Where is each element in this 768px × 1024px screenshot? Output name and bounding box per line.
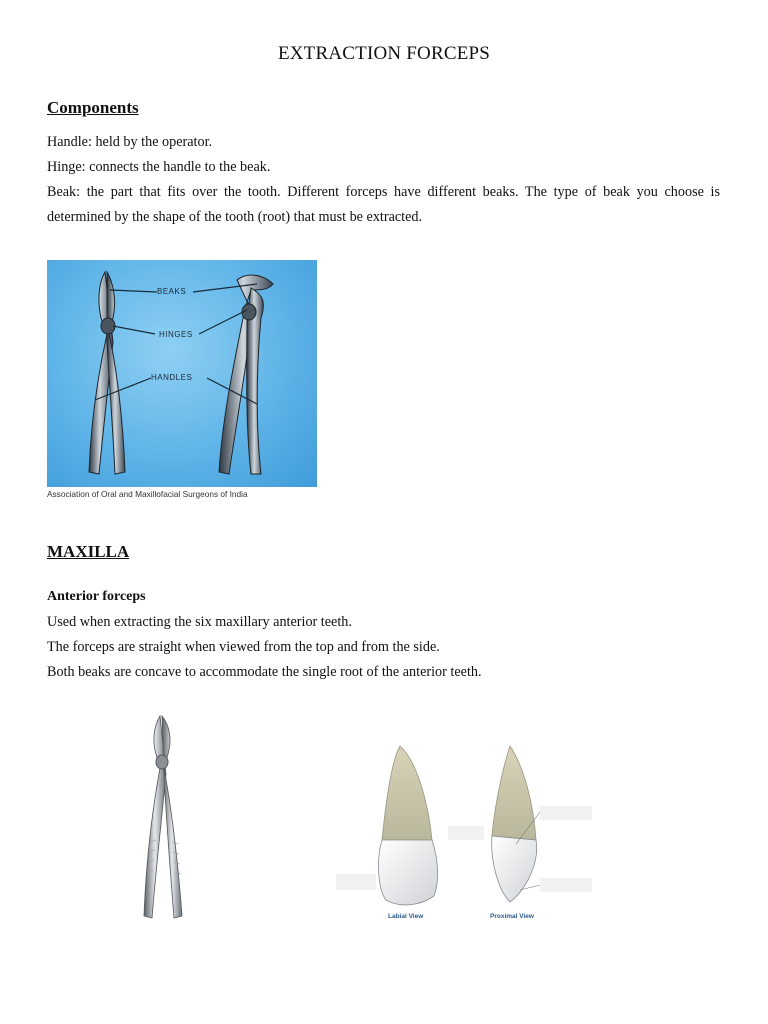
hinge-line: Hinge: connects the handle to the beak. — [47, 159, 271, 175]
blank-label-boxes — [336, 806, 592, 892]
anterior-line-1: Used when extracting the six maxillary anterior teeth. — [47, 614, 352, 630]
tooth-views-image — [330, 740, 600, 930]
components-text — [47, 130, 720, 230]
beak-line: Beak: the part that fits over the tooth. Different forceps have different beaks. The type of beak you choose is determined by the shape of the tooth (root) that must be extracted. — [47, 184, 720, 225]
maxilla-heading: MAXILLA — [47, 542, 130, 561]
proximal-view-label: Proximal View — [490, 913, 534, 920]
labial-view-tooth — [379, 746, 438, 905]
anterior-forceps-image — [130, 712, 200, 922]
handles-label: HANDLES — [151, 373, 193, 382]
anterior-forceps-text — [47, 610, 720, 685]
proximal-view-tooth — [492, 746, 537, 902]
labial-view-label: Labial View — [388, 913, 424, 920]
figure1-caption: Association of Oral and Maxillofacial Surgeons of India — [47, 489, 248, 499]
beaks-label: BEAKS — [157, 287, 187, 296]
anterior-forceps-illustration — [130, 712, 200, 922]
hinges-label: HINGES — [159, 330, 193, 339]
forceps-components-photo — [47, 260, 317, 487]
straight-forceps — [89, 272, 125, 474]
curved-forceps — [219, 275, 273, 474]
anterior-line-3: Both beaks are concave to accommodate the single root of the anterior teeth. — [47, 664, 482, 680]
handle-line: Handle: held by the operator. — [47, 134, 213, 150]
anterior-line-2: The forceps are straight when viewed from the top and from the side. — [47, 639, 440, 655]
anterior-forceps-heading: Anterior forceps — [47, 589, 146, 604]
components-heading: Components — [47, 98, 139, 117]
document-title: EXTRACTION FORCEPS — [277, 43, 491, 64]
tooth-views-illustration — [330, 740, 600, 930]
